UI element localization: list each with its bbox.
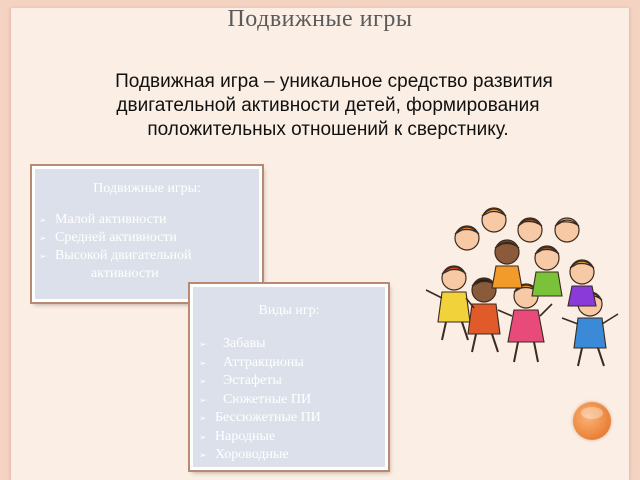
arrow-bullet-icon: ➢ (199, 376, 207, 386)
game-types-list (193, 335, 385, 465)
list-item: ➢ Средней активности (39, 230, 177, 245)
activity-levels-box (32, 166, 262, 302)
activity-levels-title: Подвижные игры: (93, 181, 201, 196)
list-item: ➢ Высокой двигательной (39, 248, 192, 263)
arrow-bullet-icon: ➢ (199, 450, 207, 460)
arrow-bullet-icon: ➢ (39, 215, 47, 225)
arrow-bullet-icon: ➢ (199, 431, 207, 442)
list-item: ➢ Эстафеты (199, 372, 385, 391)
arrow-bullet-icon: ➢ (199, 357, 207, 368)
activity-levels-list (35, 211, 259, 283)
list-item: ➢ Аттракционы (199, 354, 385, 373)
game-types-box (190, 284, 388, 470)
arrow-bullet-icon: ➢ (39, 251, 47, 261)
list-item: ➢ Народные (199, 428, 385, 447)
list-item: ➢ Малой активности (39, 212, 167, 227)
children-dancing-illustration (412, 200, 632, 370)
list-item: ➢ Бессюжетные ПИ (199, 409, 385, 428)
orange-orb-icon (573, 402, 611, 440)
list-item-continuation: активности (91, 266, 159, 281)
arrow-bullet-icon: ➢ (199, 413, 207, 423)
intro-paragraph: Подвижная игра – уникальное средство развития двигательной активности детей, формирования положительных отношений к сверстнику. (115, 71, 553, 140)
list-item: ➢ Хороводные (199, 446, 385, 465)
game-types-title: Виды игр: (258, 303, 320, 318)
list-item: ➢ Сюжетные ПИ (199, 391, 385, 410)
slide-title: Подвижные игры (227, 6, 413, 32)
arrow-bullet-icon: ➢ (199, 339, 207, 349)
arrow-bullet-icon: ➢ (39, 233, 47, 243)
arrow-bullet-icon: ➢ (199, 394, 207, 405)
list-item: ➢ Забавы (199, 335, 385, 354)
